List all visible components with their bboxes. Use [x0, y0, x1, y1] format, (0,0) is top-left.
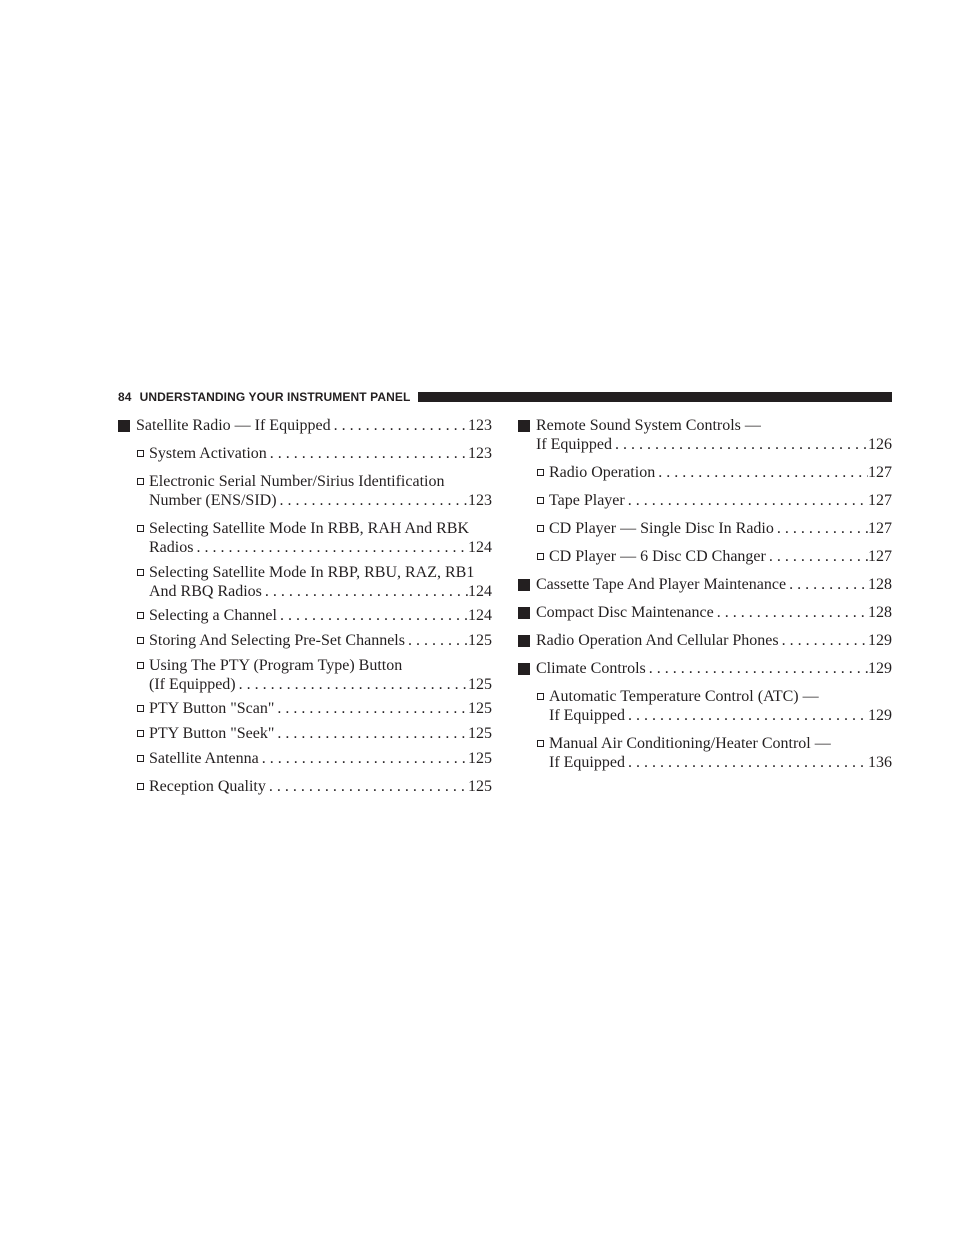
page-number: 84 — [118, 390, 132, 404]
toc-entry-page-number: 129 — [868, 707, 892, 724]
toc-entry-row — [149, 582, 492, 601]
dot-leader — [714, 603, 868, 622]
toc-entry[interactable] — [118, 777, 492, 796]
toc-entry-page-number: 127 — [868, 548, 892, 565]
header-rule — [418, 392, 892, 402]
dot-leader — [612, 435, 868, 454]
dot-leader — [259, 749, 468, 768]
toc-entry-page-number: 127 — [868, 492, 892, 509]
toc-entry-title-line1: Selecting Satellite Mode In RBP, RBU, RAZ, RB1 — [149, 564, 475, 581]
dot-leader — [267, 444, 468, 463]
toc-entry-title: Radio Operation And Cellular Phones — [536, 632, 779, 649]
toc-entry-page-number: 123 — [468, 417, 492, 434]
toc-entry-page-number: 125 — [468, 676, 492, 693]
toc-entry-row — [549, 519, 892, 538]
dot-leader — [766, 547, 868, 566]
toc-entry[interactable] — [518, 631, 892, 650]
toc-entry-title: Radios — [149, 539, 194, 556]
toc-entry-page-number: 125 — [468, 725, 492, 742]
toc-entry[interactable] — [518, 734, 892, 772]
toc-entry-page-number: 125 — [468, 632, 492, 649]
dot-leader — [779, 631, 868, 650]
toc-entry-title: Satellite Radio — If Equipped — [136, 417, 331, 434]
dot-leader — [193, 538, 468, 557]
toc-entry[interactable] — [518, 519, 892, 538]
toc-entry-row — [149, 724, 492, 743]
dot-leader — [405, 631, 468, 650]
toc-entry-title: Reception Quality — [149, 778, 266, 795]
dot-leader — [262, 582, 468, 601]
toc-entry[interactable] — [118, 749, 492, 768]
toc-entry-title: Climate Controls — [536, 660, 646, 677]
toc-entry-title: CD Player — Single Disc In Radio — [549, 520, 774, 537]
toc-entry-page-number: 125 — [468, 750, 492, 767]
toc-entry-row — [149, 606, 492, 625]
toc-entry-title-line1: Manual Air Conditioning/Heater Control — — [549, 735, 831, 752]
toc-entry-title: Radio Operation — [549, 464, 656, 481]
toc-entry[interactable] — [118, 563, 492, 601]
toc-entry-row — [149, 777, 492, 796]
toc-entry-page-number: 125 — [468, 700, 492, 717]
toc-entry-title-line1: Electronic Serial Number/Sirius Identification — [149, 473, 445, 490]
toc-entry-title: If Equipped — [536, 436, 612, 453]
toc-entry-title: If Equipped — [549, 754, 625, 771]
toc-entry[interactable] — [118, 724, 492, 743]
toc-entry-title: PTY Button "Scan" — [149, 700, 275, 717]
dot-leader — [274, 699, 468, 718]
page-header — [118, 389, 892, 405]
toc-entry-row — [149, 631, 492, 650]
toc-entry[interactable] — [518, 687, 892, 725]
toc-entry-row — [136, 416, 492, 435]
toc-entry-row — [149, 538, 492, 557]
toc-entry-page-number: 124 — [468, 539, 492, 556]
toc-entry-title: System Activation — [149, 445, 267, 462]
toc-entry-page-number: 128 — [868, 604, 892, 621]
dot-leader — [625, 491, 868, 510]
toc-entry-title: And RBQ Radios — [149, 583, 262, 600]
toc-entry-row — [549, 547, 892, 566]
toc-entry-row — [536, 603, 892, 622]
toc-entry-title-line1: Selecting Satellite Mode In RBB, RAH And RBK — [149, 520, 469, 537]
toc-entry-page-number: 129 — [868, 632, 892, 649]
dot-leader — [774, 519, 868, 538]
toc-entry[interactable] — [518, 491, 892, 510]
toc-entry-page-number: 127 — [868, 464, 892, 481]
toc-entry-page-number: 123 — [468, 492, 492, 509]
toc-entry-title: Cassette Tape And Player Maintenance — [536, 576, 787, 593]
toc-entry-title: Selecting a Channel — [149, 607, 277, 624]
toc-entry-page-number: 125 — [468, 778, 492, 795]
toc-entry-title: CD Player — 6 Disc CD Changer — [549, 548, 766, 565]
toc-entry[interactable] — [118, 699, 492, 718]
toc-entry[interactable] — [118, 656, 492, 694]
toc-entry-row — [549, 753, 892, 772]
toc-entry[interactable] — [118, 416, 492, 435]
dot-leader — [786, 575, 868, 594]
toc-entry-row — [536, 659, 892, 678]
toc-entry[interactable] — [118, 444, 492, 463]
toc-entry-title: Satellite Antenna — [149, 750, 259, 767]
dot-leader — [625, 706, 868, 725]
toc-entry-row — [549, 491, 892, 510]
toc-entry-page-number: 123 — [468, 445, 492, 462]
toc-entry-title: Compact Disc Maintenance — [536, 604, 714, 621]
dot-leader — [274, 724, 468, 743]
dot-leader — [655, 463, 868, 482]
toc-entry-row — [149, 749, 492, 768]
toc-entry[interactable] — [518, 547, 892, 566]
toc-entry[interactable] — [118, 606, 492, 625]
toc-entry-row — [536, 435, 892, 454]
toc-entry-title: (If Equipped) — [149, 676, 236, 693]
toc-entry-title: If Equipped — [549, 707, 625, 724]
dot-leader — [646, 659, 868, 678]
toc-entry-page-number: 129 — [868, 660, 892, 677]
toc-entry-title-line1: Remote Sound System Controls — — [536, 417, 761, 434]
toc-entry[interactable] — [118, 519, 492, 557]
toc-entry-page-number: 126 — [868, 436, 892, 453]
toc-entry-title: Number (ENS/SID) — [149, 492, 277, 509]
toc-entry-page-number: 128 — [868, 576, 892, 593]
dot-leader — [266, 777, 468, 796]
toc-entry-title: Tape Player — [549, 492, 625, 509]
toc-entry-page-number: 136 — [868, 754, 892, 771]
toc-entry-row — [536, 575, 892, 594]
toc-entry-title: Storing And Selecting Pre-Set Channels — [149, 632, 405, 649]
toc-entry-page-number: 124 — [468, 607, 492, 624]
toc-entry-title-line1: Automatic Temperature Control (ATC) — — [549, 688, 819, 705]
toc-entry-row — [149, 699, 492, 718]
toc-entry-title-line1: Using The PTY (Program Type) Button — [149, 657, 403, 674]
toc-entry[interactable] — [518, 416, 892, 454]
toc-entry-row — [536, 631, 892, 650]
toc-entry-row — [549, 463, 892, 482]
dot-leader — [236, 675, 468, 694]
toc-entry-row — [149, 444, 492, 463]
toc-entry-row — [149, 491, 492, 510]
toc-entry[interactable] — [518, 603, 892, 622]
toc-entry[interactable] — [518, 659, 892, 678]
toc-entry[interactable] — [118, 631, 492, 650]
toc-entry[interactable] — [518, 463, 892, 482]
dot-leader — [625, 753, 868, 772]
toc-entry-page-number: 127 — [868, 520, 892, 537]
toc-entry-page-number: 124 — [468, 583, 492, 600]
dot-leader — [277, 606, 468, 625]
dot-leader — [277, 491, 468, 510]
dot-leader — [331, 416, 468, 435]
toc-entry-title: PTY Button "Seek" — [149, 725, 275, 742]
toc-entry-row — [149, 675, 492, 694]
toc-entry[interactable] — [518, 575, 892, 594]
toc-entry[interactable] — [118, 472, 492, 510]
section-title: UNDERSTANDING YOUR INSTRUMENT PANEL — [139, 390, 411, 404]
toc-entry-row — [549, 706, 892, 725]
